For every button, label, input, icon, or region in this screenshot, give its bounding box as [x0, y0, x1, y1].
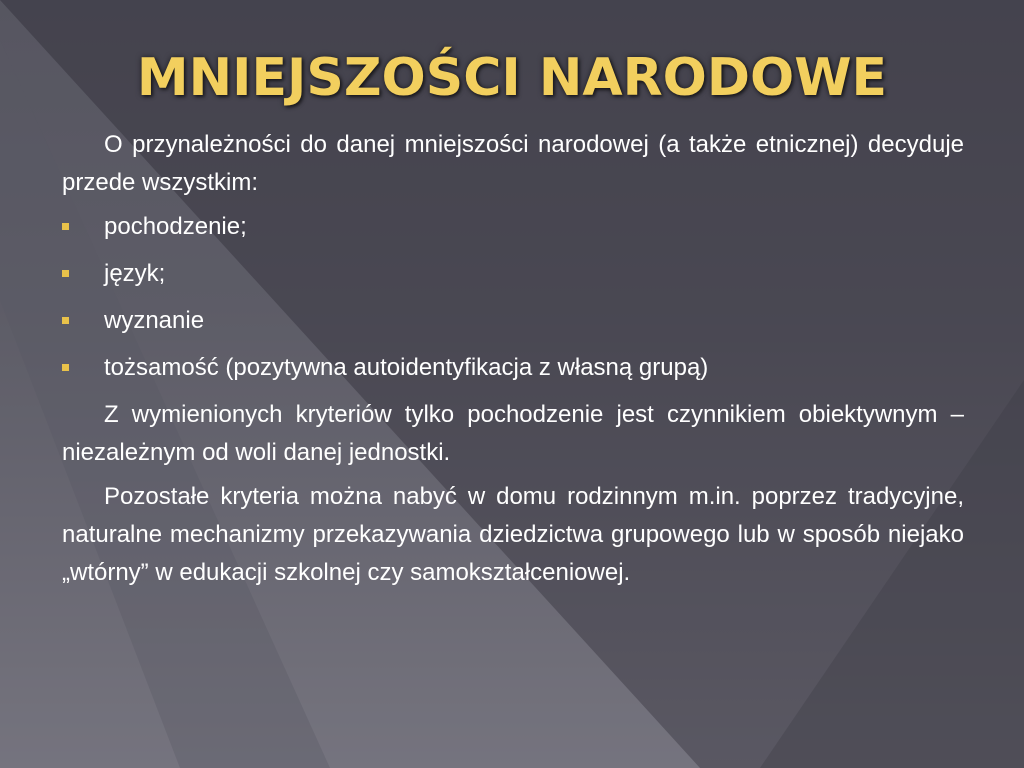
list-item: [62, 208, 964, 246]
criterion-text: tożsamość (pozytywna autoidentyfikacja z własną grupą): [104, 354, 709, 381]
square-bullet-icon: [62, 223, 69, 230]
objective-criterion-paragraph: Z wymienionych kryteriów tylko pochodzenie jest czynnikiem obiektywnym – niezależnym od woli danej jednostki.: [62, 401, 964, 466]
list-item: [62, 349, 964, 387]
intro-paragraph: O przynależności do danej mniejszości narodowej (a także etnicznej) decyduje przede wszystkim:: [62, 131, 964, 196]
criterion-text: pochodzenie;: [104, 213, 247, 240]
square-bullet-icon: [62, 270, 69, 277]
slide-body: [62, 126, 964, 592]
slide-title: MNIEJSZOŚCI NARODOWE: [136, 48, 888, 108]
criterion-text: wyznanie: [104, 307, 205, 334]
criterion-text: język;: [104, 260, 166, 287]
list-item: [62, 302, 964, 340]
square-bullet-icon: [62, 317, 69, 324]
list-item: [62, 255, 964, 293]
criteria-list: [62, 208, 964, 387]
acquired-criteria-paragraph: Pozostałe kryteria można nabyć w domu rodzinnym m.in. poprzez tradycyjne, naturalne mechanizmy przekazywania dziedzictwa grupowego lub w sposób niejako „wtórny” w edukacji szkolnej czy samokształceniowej.: [62, 483, 964, 586]
square-bullet-icon: [62, 364, 69, 371]
